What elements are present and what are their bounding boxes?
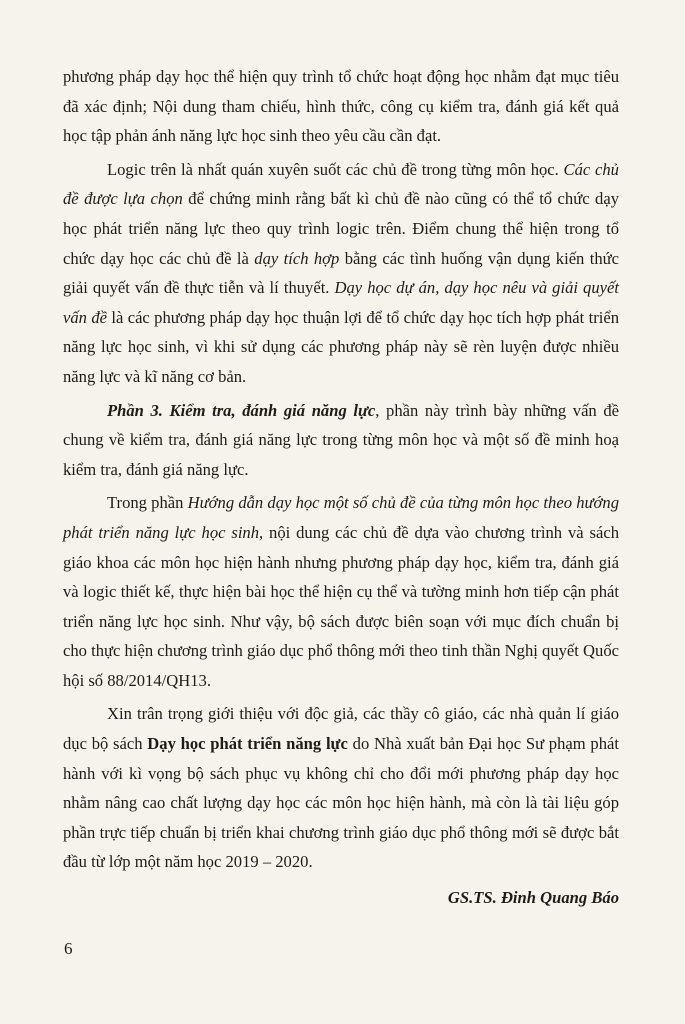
- text-run: Phần 3. Kiểm tra, đánh giá năng lực: [107, 400, 376, 420]
- paragraph: [63, 699, 619, 877]
- paragraph: [63, 62, 619, 151]
- text-run: phương pháp dạy học thể hiện quy trình tổ chức hoạt động học nhằm đạt mục tiêu đã xác định; Nội dung tham chiếu, hình thức, công cụ kiểm tra, đánh giá kết quả học tập phản ánh năng lực học sinh theo yêu cầu cần đạt.: [63, 67, 619, 146]
- paragraph: [63, 396, 619, 485]
- text-run: Các chủ đề được lựa chọn: [63, 159, 619, 209]
- text-run: dạy tích hợp: [254, 248, 340, 268]
- page-number: 6: [64, 939, 73, 958]
- text-run: là các phương pháp dạy học thuận lợi để tổ chức dạy học tích hợp phát triển năng lực học sinh, vì khi sử dụng các phương pháp này sẽ rèn luyện được nhiều năng lực và kĩ năng cơ bản.: [63, 307, 619, 386]
- paragraph: [63, 155, 619, 392]
- text-run: Logic trên là nhất quán xuyên suốt các chủ đề trong từng môn học.: [107, 159, 564, 179]
- text-run: để chứng minh rằng bất kì chủ đề nào cũng có thể tổ chức dạy học phát triển năng lực theo quy trình logic trên. Điểm chung thể hiện trong tổ chức dạy học các chủ đề là: [63, 189, 619, 268]
- text-run: Dạy học phát triển năng lực: [147, 734, 348, 754]
- text-run: Hướng dẫn dạy học một số chủ đề của từng môn học theo hướng phát triển năng lực học sinh: [63, 493, 619, 542]
- text-run: , nội dung các chủ đề dựa vào chương trình và sách giáo khoa các môn học hiện hành nhưng phương pháp dạy học, kiểm tra, đánh giá và logic thiết kế, thực hiện bài học thể hiện cụ thể và tường minh hơn tiếp cận phát triển năng lực học sinh. Như vậy, bộ sách được biên soạn với mục đích chuẩn bị cho thực hiện chương trình giáo dục phổ thông mới theo tinh thần Nghị quyết Quốc hội số 88/2014/QH13.: [63, 522, 619, 690]
- text-run: do Nhà xuất bản Đại học Sư phạm phát hành với kì vọng bộ sách phục vụ không chỉ cho đổi mới phương pháp dạy học nhằm nâng cao chất lượng dạy học các môn học hiện hành, mà còn là tài liệu góp phần trực tiếp chuẩn bị triển khai chương trình giáo dục phổ thông mới sẽ được bắt đầu từ lớp một năm học 2019 – 2020.: [63, 734, 619, 872]
- text-run: bằng các tình huống vận dụng kiến thức giải quyết vấn đề thực tiễn và lí thuyết.: [63, 248, 620, 298]
- text-run: Xin trân trọng giới thiệu với độc giả, các thầy cô giáo, các nhà quản lí giáo dục bộ sách: [63, 704, 619, 754]
- text-run: Trong phần: [107, 493, 188, 513]
- text-run: Dạy học dự án, dạy học nêu và giải quyết vấn đề: [63, 278, 619, 327]
- author-signature: GS.TS. Đinh Quang Báo: [447, 888, 619, 908]
- text-run: , phần này trình bày những vấn đề chung về kiểm tra, đánh giá năng lực trong từng môn học và một số đề minh hoạ kiểm tra, đánh giá năng lực.: [63, 400, 619, 479]
- body-text: [63, 62, 619, 913]
- paragraph: [63, 488, 619, 695]
